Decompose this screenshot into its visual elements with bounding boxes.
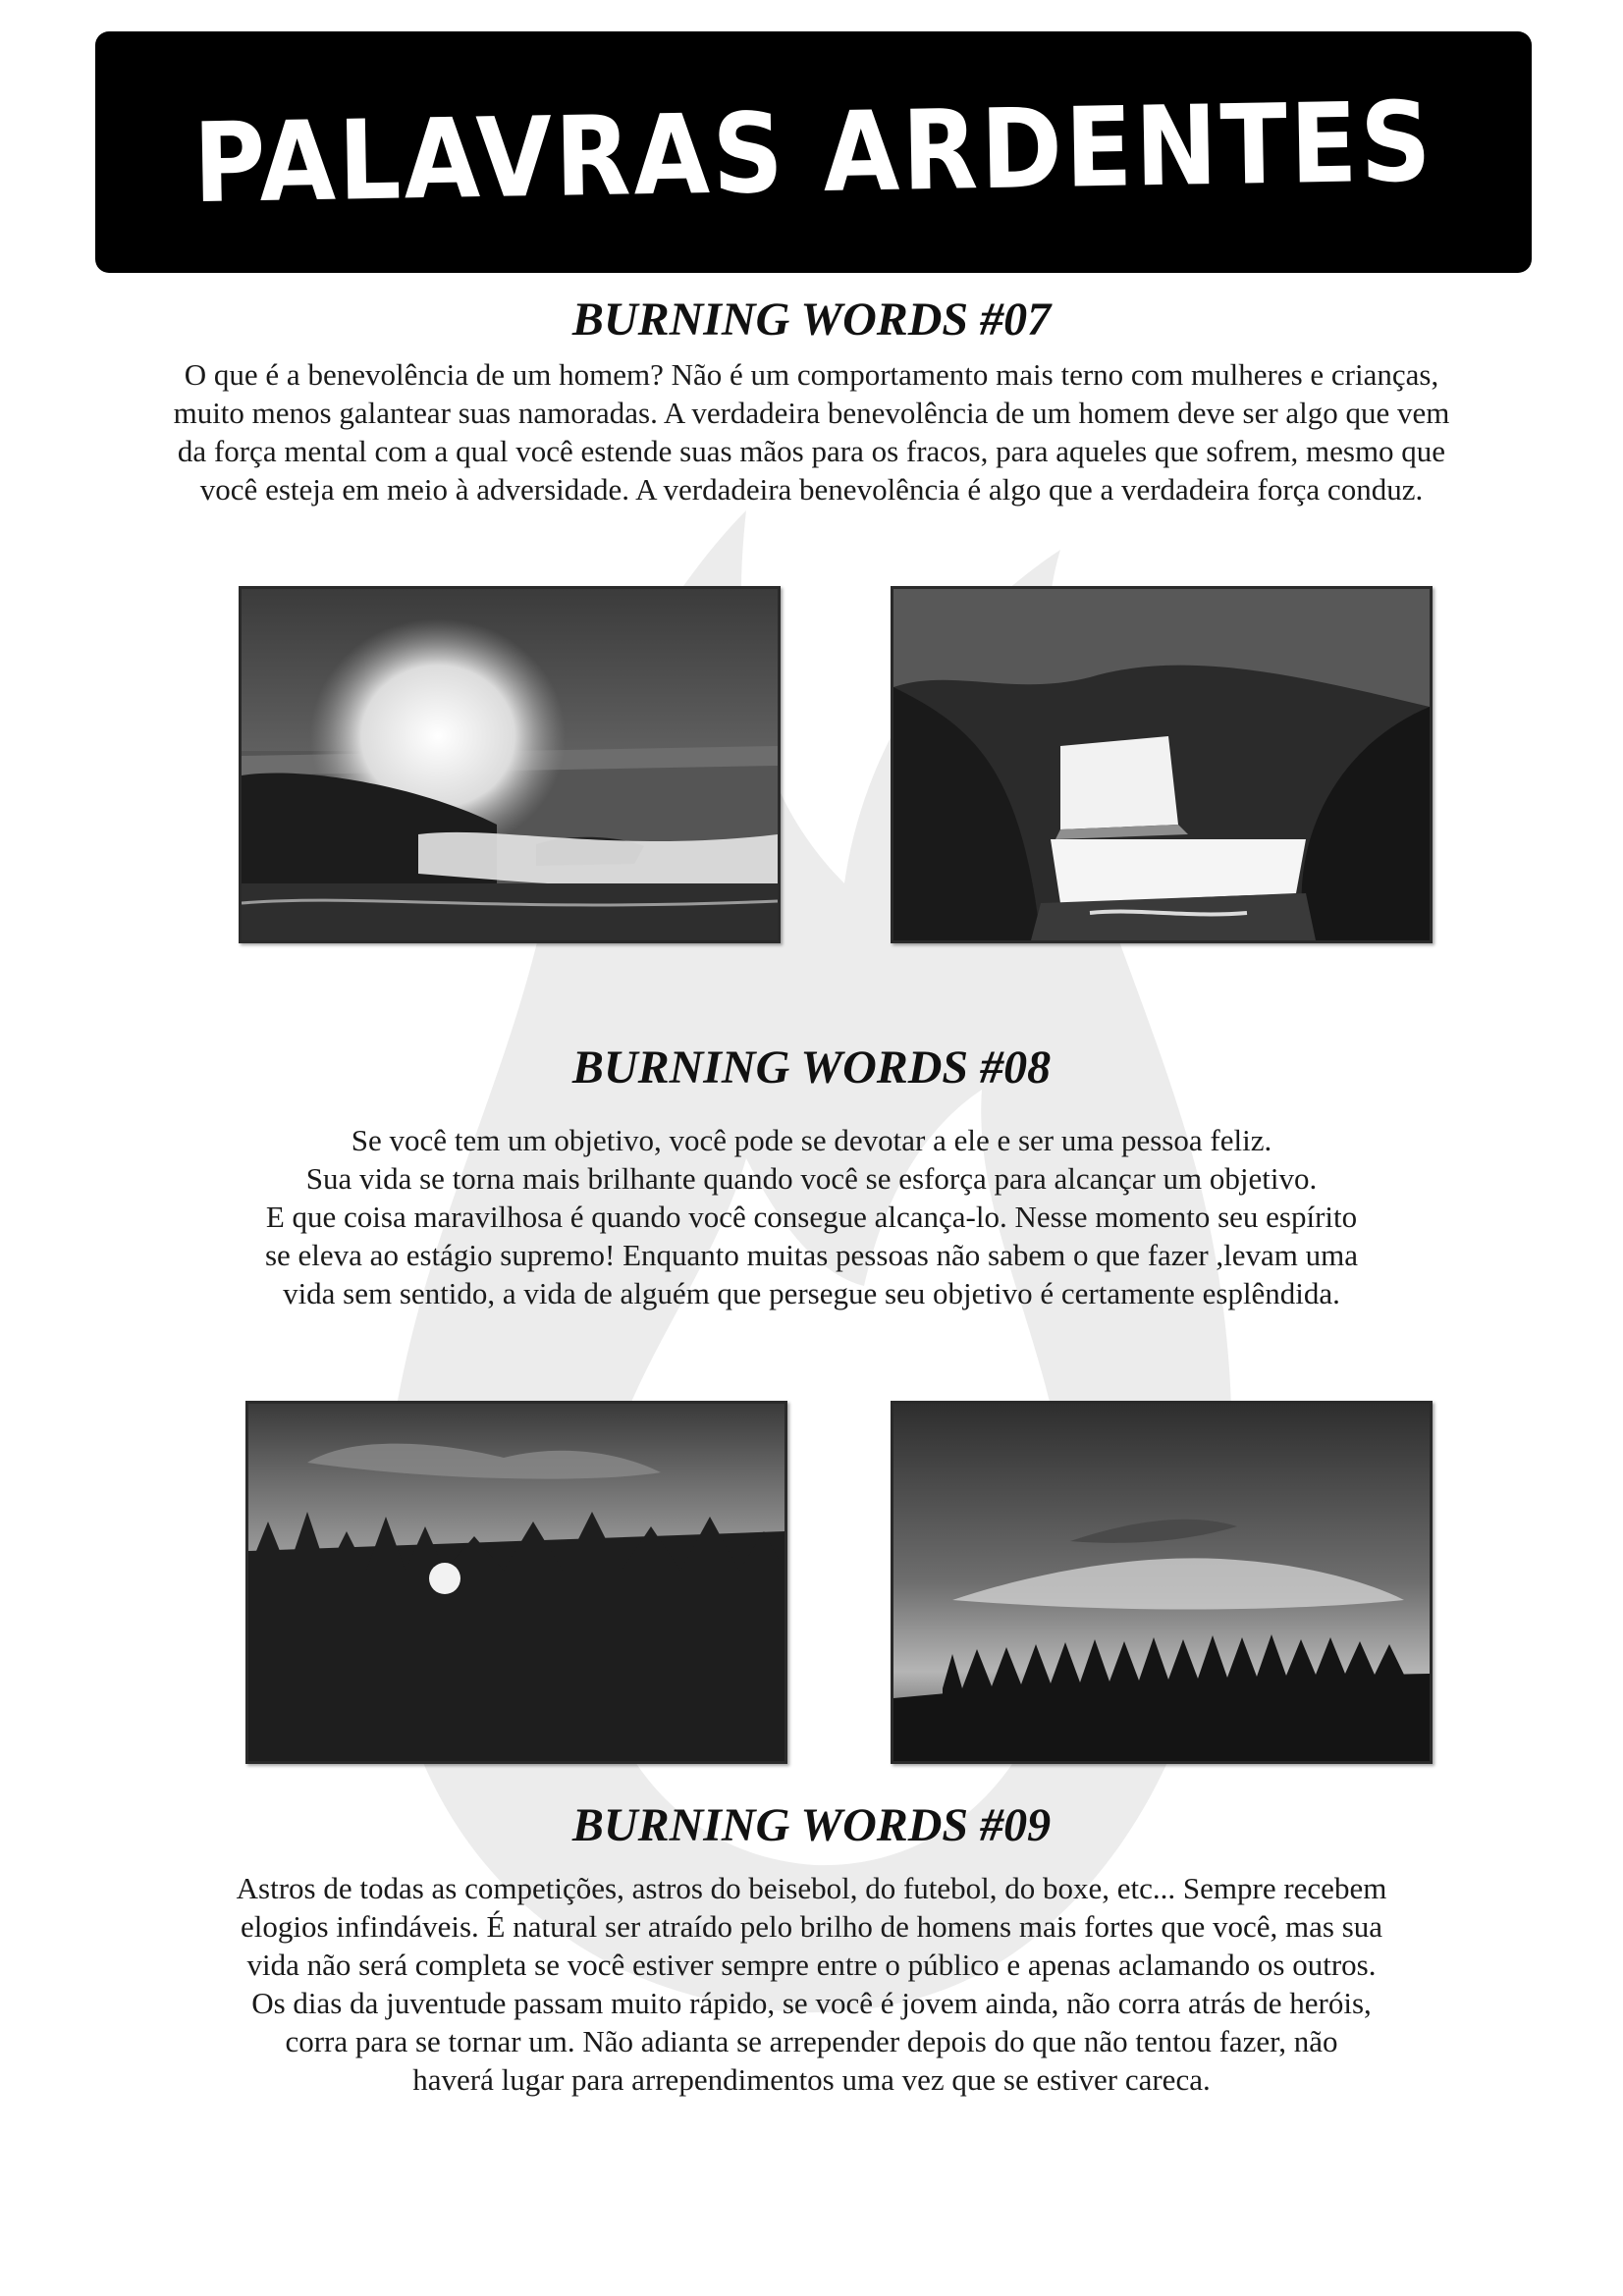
title-banner (95, 31, 1532, 273)
photo-wave (239, 586, 781, 943)
photo-sunset-forest (245, 1401, 787, 1764)
text-line: vida sem sentido, a vida de alguém que persegue seu objetivo é certamente esplêndida. (283, 1276, 1340, 1310)
text-line: Se você tem um objetivo, você pode se devotar a ele e ser uma pessoa feliz. (351, 1123, 1272, 1157)
photo-waterfall (891, 586, 1433, 943)
text-line: elogios infindáveis. É natural ser atraído pelo brilho de homens mais fortes que você, mas sua (240, 1909, 1383, 1944)
section-text-07 (98, 355, 1525, 508)
section-text-08 (98, 1121, 1525, 1312)
text-line: muito menos galantear suas namoradas. A verdadeira benevolência de um homem deve ser algo que vem (173, 396, 1450, 430)
text-line: E que coisa maravilhosa é quando você consegue alcança-lo. Nesse momento seu espírito (265, 1200, 1358, 1234)
text-line: haverá lugar para arrependimentos uma vez que se estiver careca. (412, 2062, 1211, 2097)
section-title-08: BURNING WORDS #08 (571, 1041, 1052, 1094)
text-line: Os dias da juventude passam muito rápido, se você é jovem ainda, não corra atrás de heróis, (251, 1986, 1372, 2020)
text-line: Astros de todas as competições, astros do beisebol, do futebol, do boxe, etc... Sempre recebem (236, 1871, 1387, 1905)
text-line: vida não será completa se você estiver sempre entre o público e apenas aclamando os outros. (246, 1948, 1377, 1982)
text-line: O que é a benevolência de um homem? Não é um comportamento mais terno com mulheres e crianças, (184, 357, 1439, 392)
text-line: da força mental com a qual você estende suas mãos para os fracos, para aqueles que sofrem, mesmo que (177, 434, 1446, 468)
text-line: corra para se tornar um. Não adianta se arrepender depois do que não tentou fazer, não (285, 2024, 1338, 2058)
text-line: Sua vida se torna mais brilhante quando você se esforça para alcançar um objetivo. (305, 1161, 1318, 1196)
text-line: você esteja em meio à adversidade. A verdadeira benevolência é algo que a verdadeira força conduz. (199, 472, 1424, 507)
section-title-09: BURNING WORDS #09 (571, 1799, 1052, 1851)
section-text-09 (98, 1869, 1525, 2099)
section-title-07: BURNING WORDS #07 (571, 294, 1052, 346)
photo-cloudy-treeline (891, 1401, 1433, 1764)
text-line: se eleva ao estágio supremo! Enquanto muitas pessoas não sabem o que fazer ,levam uma (264, 1238, 1359, 1272)
page-title: PALAVRAS ARDENTES (191, 77, 1435, 228)
